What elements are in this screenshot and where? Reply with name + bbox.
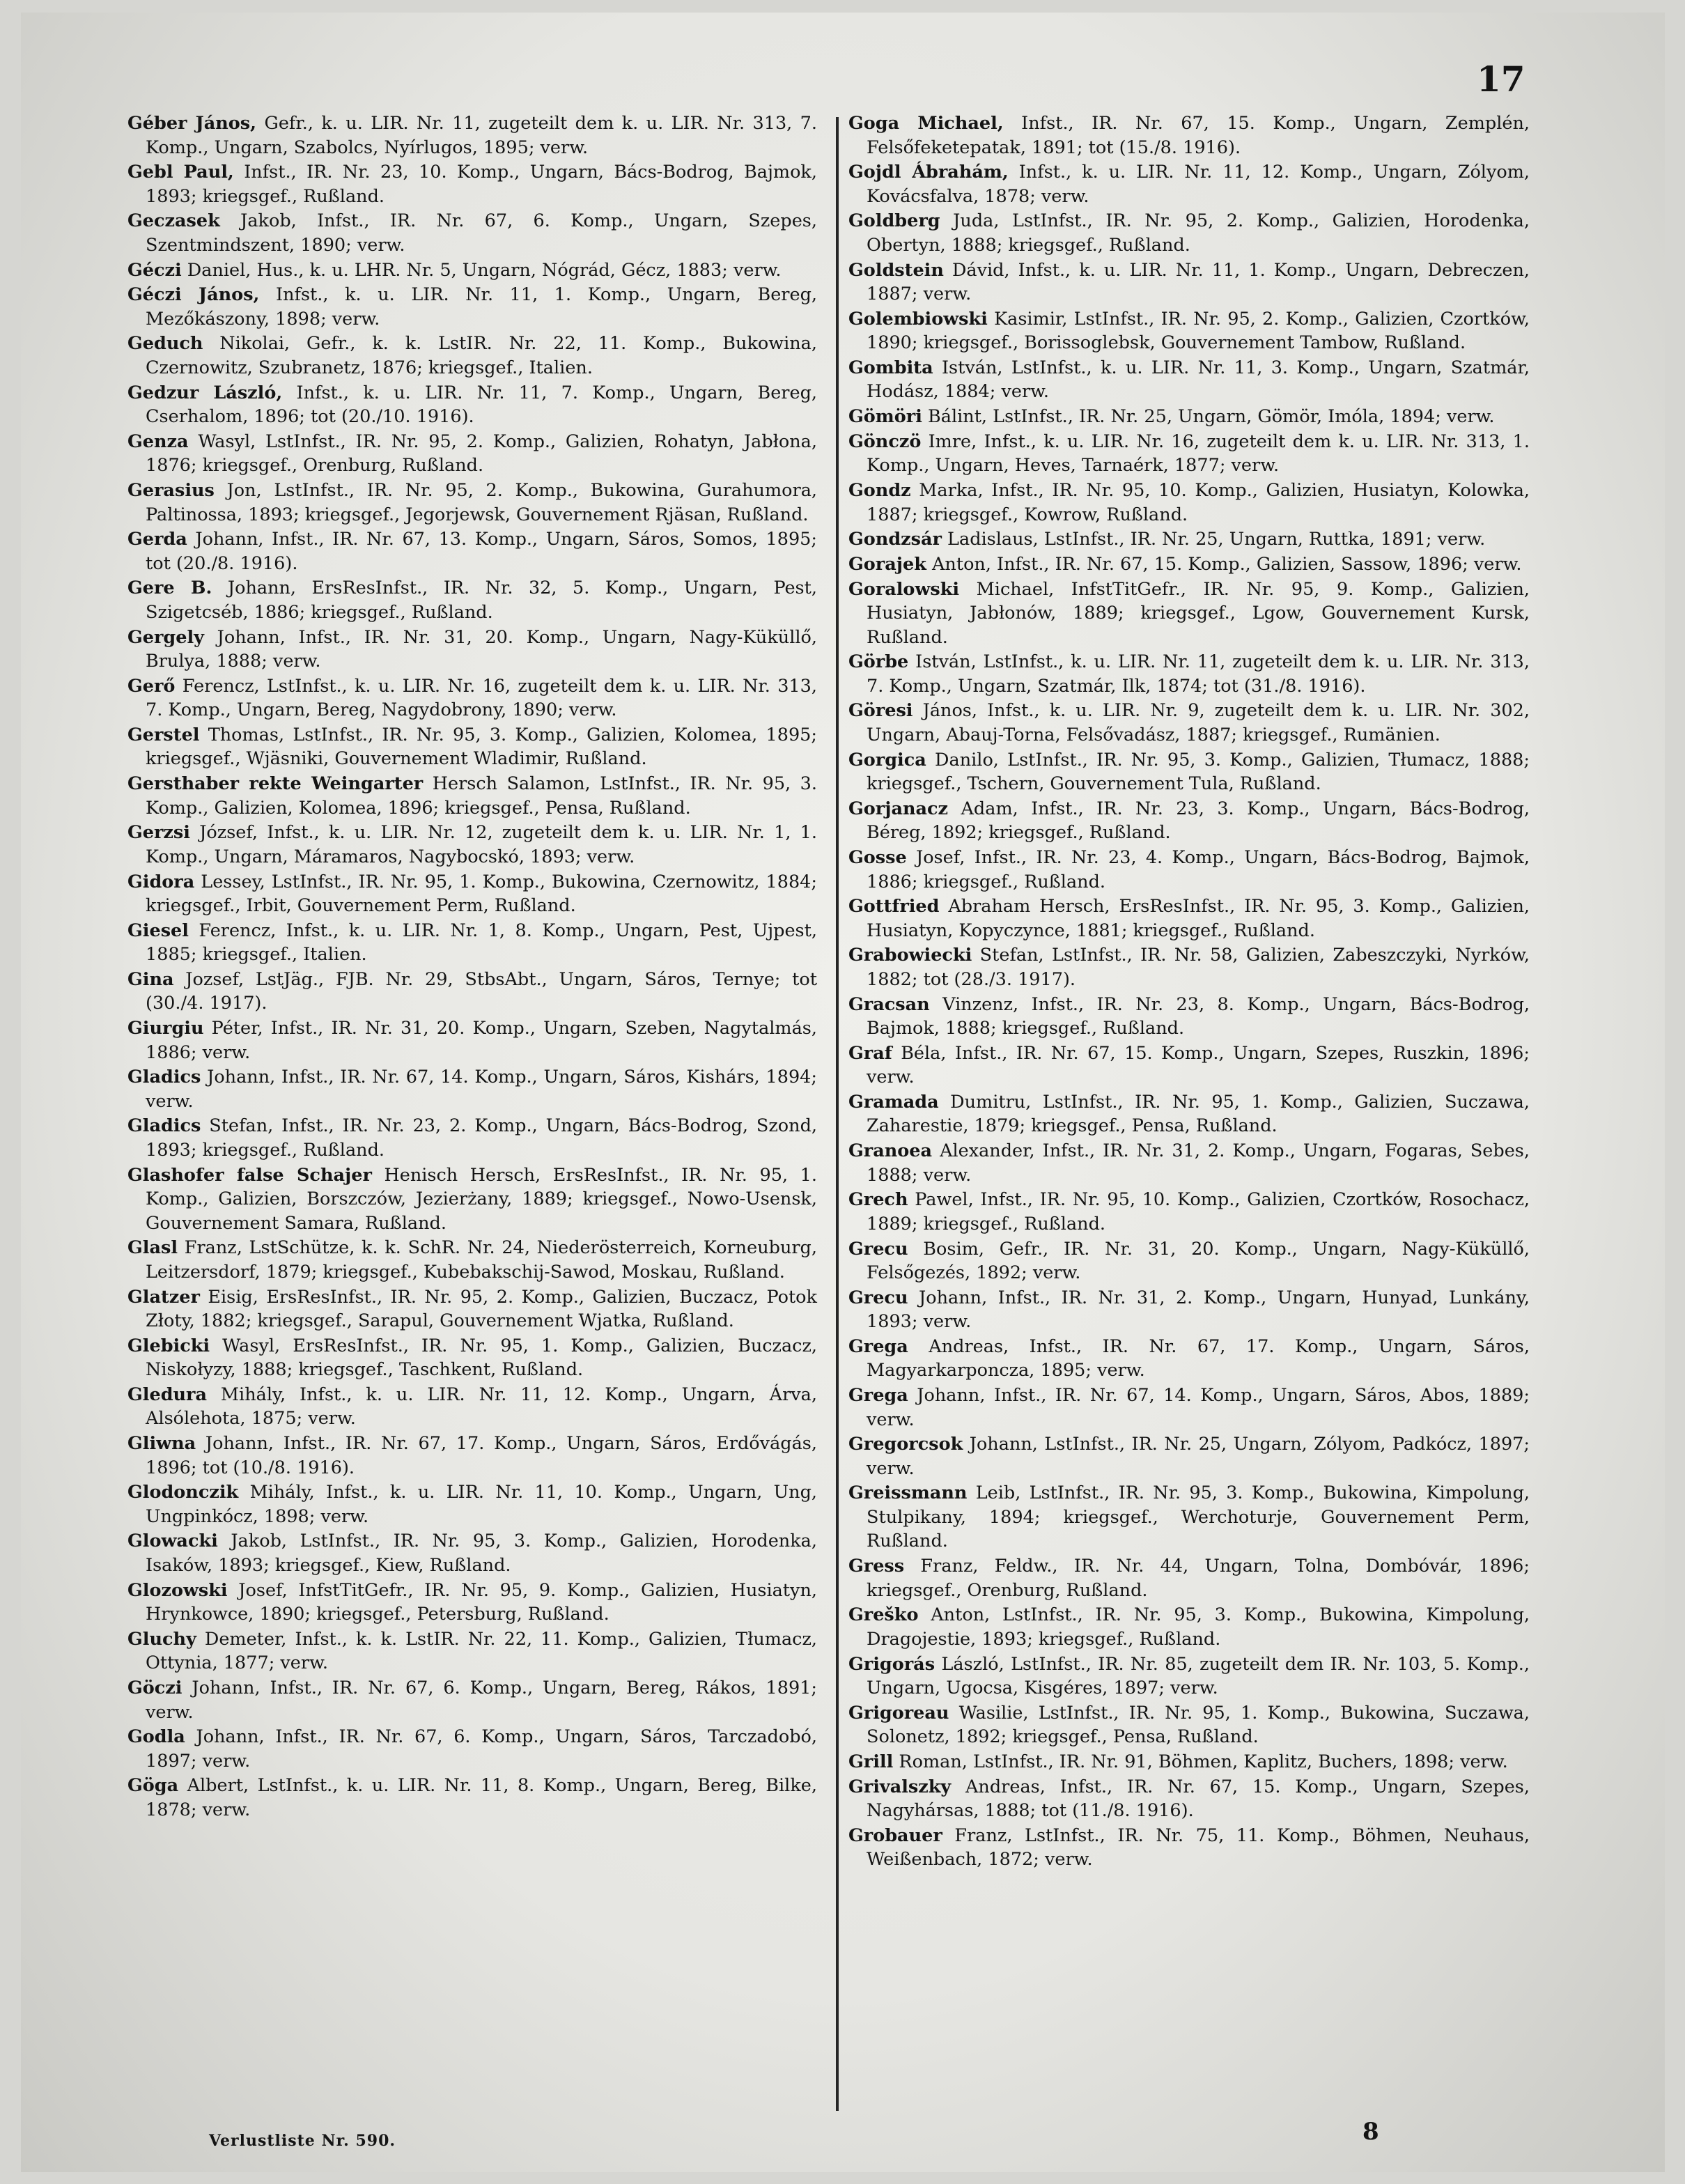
entry-surname: Gidora <box>127 871 195 892</box>
entry-surname: Gregorcsok <box>848 1434 963 1455</box>
entry-surname: Gorajek <box>848 553 926 575</box>
entry-surname: Genza <box>127 431 189 452</box>
list-entry <box>127 258 817 283</box>
list-entry <box>127 1065 817 1113</box>
list-entry <box>127 1114 817 1162</box>
list-entry <box>127 870 817 918</box>
entry-details: Jakob, LstInfst., IR. Nr. 95, 3. Komp., Galizien, Horodenka, Isaków, 1893; kriegsgef., Kiew, Rußland. <box>146 1531 817 1576</box>
entry-surname: Glatzer <box>127 1286 200 1308</box>
entry-details: Abraham Hersch, ErsResInfst., IR. Nr. 95, 3. Komp., Galizien, Husiatyn, Kopyczynce, 1881; kriegsgef., Rußland. <box>867 896 1530 941</box>
entry-surname: Grivalszky <box>848 1776 952 1797</box>
list-entry <box>127 1774 817 1822</box>
entry-surname: Glodonczik <box>127 1482 239 1503</box>
entry-details: Jakob, Infst., IR. Nr. 67, 6. Komp., Ungarn, Szepes, Szentmindszent, 1890; verw. <box>146 210 817 256</box>
entry-details: Stefan, Infst., IR. Nr. 23, 2. Komp., Ungarn, Bács-Bodrog, Szond, 1893; kriegsgef., Rußland. <box>146 1115 817 1161</box>
list-entry <box>127 527 817 575</box>
entry-details: Alexander, Infst., IR. Nr. 31, 2. Komp., Ungarn, Fogaras, Sebes, 1888; verw. <box>867 1140 1530 1186</box>
entry-details: Péter, Infst., IR. Nr. 31, 20. Komp., Ungarn, Szeben, Nagytalmás, 1886; verw. <box>146 1018 817 1063</box>
entry-details: Anton, Infst., IR. Nr. 67, 15. Komp., Galizien, Sassow, 1896; verw. <box>926 553 1522 575</box>
entry-surname: Gliwna <box>127 1433 196 1455</box>
list-entry <box>127 1236 817 1284</box>
entry-details: Dumitru, LstInfst., IR. Nr. 95, 1. Komp., Galizien, Suczawa, Zaharestie, 1879; kriegsgef., Pensa, Rußland. <box>867 1091 1530 1137</box>
entry-surname: Gerasius <box>127 480 215 501</box>
entry-details: Kasimir, LstInfst., IR. Nr. 95, 2. Komp., Galizien, Czortków, 1890; kriegsgef., Borissoglebsk, Gouvernement Tambow, Rußland. <box>867 308 1530 354</box>
list-entry <box>848 943 1530 991</box>
entry-details: József, Infst., k. u. LIR. Nr. 12, zugeteilt dem k. u. LIR. Nr. 1, 1. Komp., Ungarn, Máramaros, Nagybocskó, 1893; verw. <box>146 822 817 867</box>
entry-surname: Görbe <box>848 651 909 673</box>
entry-details: Mihály, Infst., k. u. LIR. Nr. 11, 12. Komp., Ungarn, Árva, Alsólehota, 1875; verw. <box>146 1384 817 1430</box>
right-column <box>848 111 1530 1873</box>
entry-details: Hersch Salamon, LstInfst., IR. Nr. 95, 3. Komp., Galizien, Kolomea, 1896; kriegsgef., Pensa, Rußland. <box>146 773 817 819</box>
entry-surname: Grigoreau <box>848 1702 949 1724</box>
entry-surname: Geduch <box>127 333 203 355</box>
list-entry <box>127 1676 817 1724</box>
entry-details: Infst., k. u. LIR. Nr. 11, 1. Komp., Ungarn, Bereg, Mezőkászony, 1898; verw. <box>146 284 817 330</box>
entry-details: Franz, LstInfst., IR. Nr. 75, 11. Komp., Böhmen, Neuhaus, Weißenbach, 1872; verw. <box>867 1825 1530 1871</box>
list-entry <box>848 650 1530 698</box>
entry-details: Henisch Hersch, ErsResInfst., IR. Nr. 95, 1. Komp., Galizien, Borszczów, Jezierżany, 1889; kriegsgef., Nowo-Usensk, Gouvernement Samara, Rußland. <box>146 1164 817 1234</box>
list-entry <box>848 160 1530 208</box>
entry-details: Bosim, Gefr., IR. Nr. 31, 20. Komp., Ungarn, Nagy-Küküllő, Felsőgezés, 1892; verw. <box>867 1238 1530 1283</box>
entry-surname: Glebicki <box>127 1335 210 1356</box>
list-entry <box>127 1627 817 1675</box>
entry-details: Franz, LstSchütze, k. k. SchR. Nr. 24, Niederösterreich, Korneuburg, Leitzersdorf, 1879; kriegsgef., Kubebakschij-Sawod, Moskau, Rußland. <box>146 1237 817 1283</box>
list-entry <box>848 1335 1530 1383</box>
list-entry <box>127 283 817 331</box>
entry-details: Juda, LstInfst., IR. Nr. 95, 2. Komp., Galizien, Horodenka, Obertyn, 1888; kriegsgef., Rußland. <box>867 210 1530 256</box>
entry-surname: Gere B. <box>127 578 212 599</box>
entry-surname: Gladics <box>127 1067 201 1088</box>
list-entry <box>848 846 1530 894</box>
entry-surname: Gorjanacz <box>848 798 949 819</box>
list-entry <box>848 894 1530 943</box>
list-entry <box>127 209 817 257</box>
entry-details: Jon, LstInfst., IR. Nr. 95, 2. Komp., Bukowina, Gurahumora, Paltinossa, 1893; kriegsgef., Jegorjewsk, Gouvernement Rjäsan, Rußland. <box>146 480 817 525</box>
entry-surname: Gramada <box>848 1091 939 1113</box>
list-entry <box>848 1041 1530 1090</box>
list-entry <box>127 1529 817 1577</box>
entry-surname: Gluchy <box>127 1628 196 1650</box>
list-entry <box>127 772 817 820</box>
list-entry <box>127 1383 817 1431</box>
list-entry <box>848 307 1530 355</box>
list-entry <box>848 1701 1530 1749</box>
entry-details: Andreas, Infst., IR. Nr. 67, 15. Komp., Ungarn, Szepes, Nagyhársas, 1888; tot (11./8. 1916). <box>867 1776 1530 1822</box>
entry-details: Adam, Infst., IR. Nr. 23, 3. Komp., Ungarn, Bács-Bodrog, Béreg, 1892; kriegsgef., Rußland. <box>867 798 1530 844</box>
entry-details: Infst., k. u. LIR. Nr. 11, 7. Komp., Ungarn, Bereg, Cserhalom, 1896; tot (20./10. 1916). <box>146 382 817 428</box>
entry-surname: Gorgica <box>848 749 926 770</box>
entry-details: István, LstInfst., k. u. LIR. Nr. 11, zugeteilt dem k. u. LIR. Nr. 313, 7. Komp., Ungarn, Szatmár, Ilk, 1874; tot (31./8. 1916). <box>867 651 1530 697</box>
entry-surname: Goldstein <box>848 259 944 281</box>
entry-surname: Goga Michael, <box>848 113 1004 134</box>
list-entry <box>127 821 817 869</box>
entry-details: Stefan, LstInfst., IR. Nr. 58, Galizien, Zabeszczyki, Nyrków, 1882; tot (28./3. 1917). <box>867 945 1530 990</box>
entry-surname: Gracsan <box>848 993 930 1015</box>
entry-details: Johann, Infst., IR. Nr. 67, 6. Komp., Ungarn, Sáros, Tarczadobó, 1897; verw. <box>146 1726 817 1772</box>
entry-surname: Gondzsár <box>848 529 942 550</box>
entry-surname: Gönczö <box>848 431 922 452</box>
list-entry <box>848 527 1530 552</box>
entry-surname: Gojdl Ábrahám, <box>848 162 1009 183</box>
entry-surname: Greissmann <box>848 1482 968 1504</box>
entry-surname: Gerzsi <box>127 822 190 844</box>
list-entry <box>848 356 1530 404</box>
list-entry <box>848 479 1530 527</box>
entry-surname: Godla <box>127 1726 185 1748</box>
list-entry <box>127 430 817 478</box>
entry-surname: Geczasek <box>127 210 220 232</box>
list-entry <box>127 1163 817 1236</box>
entry-surname: Grecu <box>848 1238 908 1260</box>
entry-details: Daniel, Hus., k. u. LHR. Nr. 5, Ungarn, Nógrád, Gécz, 1883; verw. <box>181 259 782 281</box>
entry-details: Josef, InfstTitGefr., IR. Nr. 95, 9. Komp., Galizien, Husiatyn, Hrynkowce, 1890; kriegsgef., Petersburg, Rußland. <box>146 1579 817 1625</box>
entry-surname: Golembiowski <box>848 308 988 330</box>
entry-surname: Glasl <box>127 1237 178 1259</box>
entry-details: Pawel, Infst., IR. Nr. 95, 10. Komp., Galizien, Czortków, Rosochacz, 1889; kriegsgef., Rußland. <box>867 1189 1530 1234</box>
entry-surname: Gondz <box>848 480 911 501</box>
list-entry <box>848 797 1530 845</box>
entry-surname: Gersthaber rekte Weingarter <box>127 773 424 795</box>
entry-surname: Gress <box>848 1556 905 1577</box>
entry-surname: Grabowiecki <box>848 945 972 966</box>
list-entry <box>127 919 817 967</box>
page-number: 17 <box>1477 59 1525 100</box>
entry-details: István, LstInfst., k. u. LIR. Nr. 11, 3. Komp., Ungarn, Szatmár, Hodász, 1884; verw. <box>867 357 1530 403</box>
entry-details: Infst., IR. Nr. 23, 10. Komp., Ungarn, Bács-Bodrog, Bajmok, 1893; kriegsgef., Rußland. <box>146 162 817 207</box>
entry-surname: Gombita <box>848 357 933 378</box>
entry-surname: Greško <box>848 1604 919 1626</box>
list-entry <box>127 626 817 674</box>
list-entry <box>127 1016 817 1064</box>
entry-surname: Grobauer <box>848 1825 942 1846</box>
list-entry <box>127 968 817 1016</box>
list-entry <box>127 479 817 527</box>
entry-details: Johann, Infst., IR. Nr. 67, 6. Komp., Ungarn, Bereg, Rákos, 1891; verw. <box>146 1678 817 1723</box>
entry-details: Lessey, LstInfst., IR. Nr. 95, 1. Komp., Bukowina, Czernowitz, 1884; kriegsgef., Irbit, Gouvernement Perm, Rußland. <box>146 871 817 916</box>
entry-details: Andreas, Infst., IR. Nr. 67, 17. Komp., Ungarn, Sáros, Magyarkarponcza, 1895; verw. <box>867 1335 1530 1381</box>
list-entry <box>848 430 1530 478</box>
entry-surname: Goldberg <box>848 210 940 232</box>
footer-list-number: Verlustliste Nr. 590. <box>209 2132 396 2150</box>
entry-details: Ladislaus, LstInfst., IR. Nr. 25, Ungarn, Ruttka, 1891; verw. <box>941 529 1486 550</box>
list-entry <box>848 1652 1530 1701</box>
entry-details: Danilo, LstInfst., IR. Nr. 95, 3. Komp., Galizien, Tłumacz, 1888; kriegsgef., Tschern, Gouvernement Tula, Rußland. <box>867 749 1530 795</box>
entry-surname: Gledura <box>127 1384 208 1405</box>
entry-details: Demeter, Infst., k. k. LstIR. Nr. 22, 11. Komp., Galizien, Tłumacz, Ottynia, 1877; verw. <box>146 1628 817 1674</box>
entry-details: László, LstInfst., IR. Nr. 85, zugeteilt dem IR. Nr. 103, 5. Komp., Ungarn, Ugocsa, Kisgéres, 1897; verw. <box>867 1653 1530 1698</box>
entry-surname: Gerő <box>127 675 176 697</box>
list-entry <box>127 1579 817 1627</box>
list-entry <box>848 578 1530 650</box>
list-entry <box>127 1725 817 1773</box>
entry-details: Imre, Infst., k. u. LIR. Nr. 16, zugeteilt dem k. u. LIR. Nr. 313, 1. Komp., Ungarn, Heves, Tarnaérk, 1877; verw. <box>867 431 1530 477</box>
entry-surname: Géczi <box>127 259 182 281</box>
entry-details: Leib, LstInfst., IR. Nr. 95, 3. Komp., Bukowina, Kimpolung, Stulpikany, 1894; kriegsgef., Werchoturje, Gouvernement Perm, Rußland. <box>867 1482 1530 1552</box>
list-entry <box>127 160 817 208</box>
entry-details: Wasyl, LstInfst., IR. Nr. 95, 2. Komp., Galizien, Rohatyn, Jabłona, 1876; kriegsgef., Orenburg, Rußland. <box>146 431 817 477</box>
list-entry <box>127 723 817 771</box>
entry-details: Gefr., k. u. LIR. Nr. 11, zugeteilt dem k. u. LIR. Nr. 313, 7. Komp., Ungarn, Szabolcs, Nyírlugos, 1895; verw. <box>146 113 818 158</box>
entry-surname: Gladics <box>127 1115 201 1137</box>
list-entry <box>848 1554 1530 1602</box>
entry-details: Johann, Infst., IR. Nr. 67, 14. Komp., Ungarn, Sáros, Abos, 1889; verw. <box>867 1385 1530 1430</box>
entry-details: Infst., k. u. LIR. Nr. 11, 12. Komp., Ungarn, Zólyom, Kovácsfalva, 1878; verw. <box>867 162 1530 207</box>
entry-surname: Gömöri <box>848 406 922 428</box>
entry-surname: Gina <box>127 968 174 990</box>
entry-surname: Goralowski <box>848 578 960 600</box>
entry-details: János, Infst., k. u. LIR. Nr. 9, zugeteilt dem k. u. LIR. Nr. 302, Ungarn, Abauj-Torna, Felsővadász, 1887; kriegsgef., Rumänien. <box>867 700 1530 745</box>
list-entry <box>127 381 817 429</box>
list-entry <box>848 1432 1530 1480</box>
entry-details: Dávid, Infst., k. u. LIR. Nr. 11, 1. Komp., Ungarn, Debreczen, 1887; verw. <box>867 259 1530 305</box>
list-entry <box>848 258 1530 307</box>
list-entry <box>848 748 1530 796</box>
entry-details: Albert, LstInfst., k. u. LIR. Nr. 11, 8. Komp., Ungarn, Bereg, Bilke, 1878; verw. <box>146 1775 817 1820</box>
entry-surname: Göresi <box>848 700 913 722</box>
entry-details: Eisig, ErsResInfst., IR. Nr. 95, 2. Komp., Galizien, Buczacz, Potok Złoty, 1882; kriegsgef., Sarapul, Gouvernement Wjatka, Rußland. <box>146 1286 817 1331</box>
entry-surname: Grill <box>848 1751 894 1772</box>
entry-surname: Glowacki <box>127 1531 218 1552</box>
list-entry <box>848 993 1530 1041</box>
entry-details: Ferencz, Infst., k. u. LIR. Nr. 1, 8. Komp., Ungarn, Pest, Ujpest, 1885; kriegsgef., Italien. <box>146 920 817 966</box>
entry-surname: Gergely <box>127 626 204 648</box>
list-entry <box>848 552 1530 577</box>
entry-details: Ferencz, LstInfst., k. u. LIR. Nr. 16, zugeteilt dem k. u. LIR. Nr. 313, 7. Komp., Ungarn, Bereg, Nagydobrony, 1890; verw. <box>146 675 817 721</box>
list-entry <box>127 1432 817 1480</box>
entry-details: Johann, Infst., IR. Nr. 67, 14. Komp., Ungarn, Sáros, Kishárs, 1894; verw. <box>146 1067 817 1112</box>
list-entry <box>848 1188 1530 1236</box>
entry-surname: Gottfried <box>848 896 940 917</box>
list-entry <box>127 1480 817 1528</box>
entry-details: Béla, Infst., IR. Nr. 67, 15. Komp., Ungarn, Szepes, Ruszkin, 1896; verw. <box>867 1042 1530 1088</box>
entry-surname: Göga <box>127 1775 179 1797</box>
entry-details: Marka, Infst., IR. Nr. 95, 10. Komp., Galizien, Husiatyn, Kolowka, 1887; kriegsgef., Kowrow, Rußland. <box>867 480 1530 525</box>
entry-surname: Gerstel <box>127 724 200 745</box>
entry-details: Franz, Feldw., IR. Nr. 44, Ungarn, Tolna, Dombóvár, 1896; kriegsgef., Orenburg, Rußland. <box>867 1556 1530 1601</box>
left-column <box>127 111 817 1823</box>
list-entry <box>848 209 1530 257</box>
list-entry <box>848 1750 1530 1774</box>
entry-details: Johann, Infst., IR. Nr. 67, 13. Komp., Ungarn, Sáros, Somos, 1895; tot (20./8. 1916). <box>146 529 817 574</box>
list-entry <box>848 1237 1530 1285</box>
entry-surname: Glozowski <box>127 1579 228 1601</box>
entry-details: Michael, InfstTitGefr., IR. Nr. 95, 9. Komp., Galizien, Husiatyn, Jabłonów, 1889; kriegsgef., Lgow, Gouvernement Kursk, Rußland. <box>867 578 1530 648</box>
entry-surname: Géczi János, <box>127 284 260 306</box>
entry-surname: Giesel <box>127 920 189 941</box>
entry-details: Wasilie, LstInfst., IR. Nr. 95, 1. Komp., Bukowina, Suczawa, Solonetz, 1892; kriegsgef., Pensa, Rußland. <box>867 1702 1530 1748</box>
entry-details: Johann, ErsResInfst., IR. Nr. 32, 5. Komp., Ungarn, Pest, Szigetcséb, 1886; kriegsgef., Rußland. <box>146 578 817 623</box>
entry-details: Roman, LstInfst., IR. Nr. 91, Böhmen, Kaplitz, Buchers, 1898; verw. <box>893 1751 1508 1772</box>
list-entry <box>848 1775 1530 1823</box>
entry-details: Vinzenz, Infst., IR. Nr. 23, 8. Komp., Ungarn, Bács-Bodrog, Bajmok, 1888; kriegsgef., Rußland. <box>867 993 1530 1039</box>
entry-details: Johann, LstInfst., IR. Nr. 25, Ungarn, Zólyom, Padkócz, 1897; verw. <box>867 1434 1530 1479</box>
list-entry <box>127 674 817 722</box>
entry-details: Anton, LstInfst., IR. Nr. 95, 3. Komp., Bukowina, Kimpolung, Dragojestie, 1893; kriegsgef., Rußland. <box>867 1604 1530 1650</box>
entry-surname: Géber János, <box>127 113 257 134</box>
list-entry <box>848 1286 1530 1334</box>
list-entry <box>848 699 1530 747</box>
list-entry <box>848 1824 1530 1872</box>
list-entry <box>848 111 1530 160</box>
entry-surname: Grega <box>848 1335 908 1357</box>
entry-details: Mihály, Infst., k. u. LIR. Nr. 11, 10. Komp., Ungarn, Ung, Ungpinkócz, 1898; verw. <box>146 1482 817 1527</box>
list-entry <box>848 1384 1530 1432</box>
list-entry <box>127 332 817 380</box>
entry-details: Johann, Infst., IR. Nr. 31, 20. Komp., Ungarn, Nagy-Küküllő, Brulya, 1888; verw. <box>146 626 817 672</box>
list-entry <box>848 1603 1530 1651</box>
list-entry <box>127 1334 817 1382</box>
entry-surname: Göczi <box>127 1678 183 1698</box>
entry-details: Nikolai, Gefr., k. k. LstIR. Nr. 22, 11. Komp., Bukowina, Czernowitz, Szubranetz, 1876; kriegsgef., Italien. <box>146 333 817 378</box>
entry-surname: Grech <box>848 1189 908 1211</box>
entry-details: Johann, Infst., IR. Nr. 31, 2. Komp., Ungarn, Hunyad, Lunkány, 1893; verw. <box>867 1287 1530 1333</box>
entry-surname: Glashofer false Schajer <box>127 1164 372 1186</box>
list-entry <box>848 1090 1530 1138</box>
entry-details: Jozsef, LstJäg., FJB. Nr. 29, StbsAbt., Ungarn, Sáros, Ternye; tot (30./4. 1917). <box>146 968 817 1014</box>
entry-details: Wasyl, ErsResInfst., IR. Nr. 95, 1. Komp., Galizien, Buczacz, Niskołyzy, 1888; kriegsgef., Taschkent, Rußland. <box>146 1335 817 1381</box>
entry-details: Johann, Infst., IR. Nr. 67, 17. Komp., Ungarn, Sáros, Erdővágás, 1896; tot (10./8. 1916). <box>146 1433 817 1478</box>
entry-surname: Gerda <box>127 529 187 550</box>
entry-surname: Grecu <box>848 1287 908 1308</box>
entry-surname: Grigorás <box>848 1653 935 1675</box>
list-entry <box>848 405 1530 429</box>
entry-surname: Gedzur László, <box>127 382 283 403</box>
entry-surname: Granoea <box>848 1140 933 1162</box>
entry-details: Infst., IR. Nr. 67, 15. Komp., Ungarn, Zemplén, Felsőfeketepatak, 1891; tot (15./8. 1916). <box>867 113 1530 158</box>
entry-surname: Graf <box>848 1042 892 1064</box>
list-entry <box>127 576 817 624</box>
entry-details: Bálint, LstInfst., IR. Nr. 25, Ungarn, Gömör, Imóla, 1894; verw. <box>922 406 1495 428</box>
list-entry <box>127 1285 817 1333</box>
list-entry <box>127 111 817 160</box>
entry-details: Josef, Infst., IR. Nr. 23, 4. Komp., Ungarn, Bács-Bodrog, Bajmok, 1886; kriegsgef., Rußland. <box>867 847 1530 892</box>
entry-details: Thomas, LstInfst., IR. Nr. 95, 3. Komp., Galizien, Kolomea, 1895; kriegsgef., Wjäsniki, Gouvernement Wladimir, Rußland. <box>146 724 817 770</box>
footer-signature-mark: 8 <box>1362 2118 1379 2146</box>
list-entry <box>848 1139 1530 1187</box>
entry-surname: Gebl Paul, <box>127 162 234 183</box>
entry-surname: Gosse <box>848 847 907 868</box>
list-entry <box>848 1481 1530 1554</box>
column-divider <box>836 117 839 2111</box>
entry-surname: Giurgiu <box>127 1018 204 1039</box>
entry-surname: Grega <box>848 1385 908 1407</box>
